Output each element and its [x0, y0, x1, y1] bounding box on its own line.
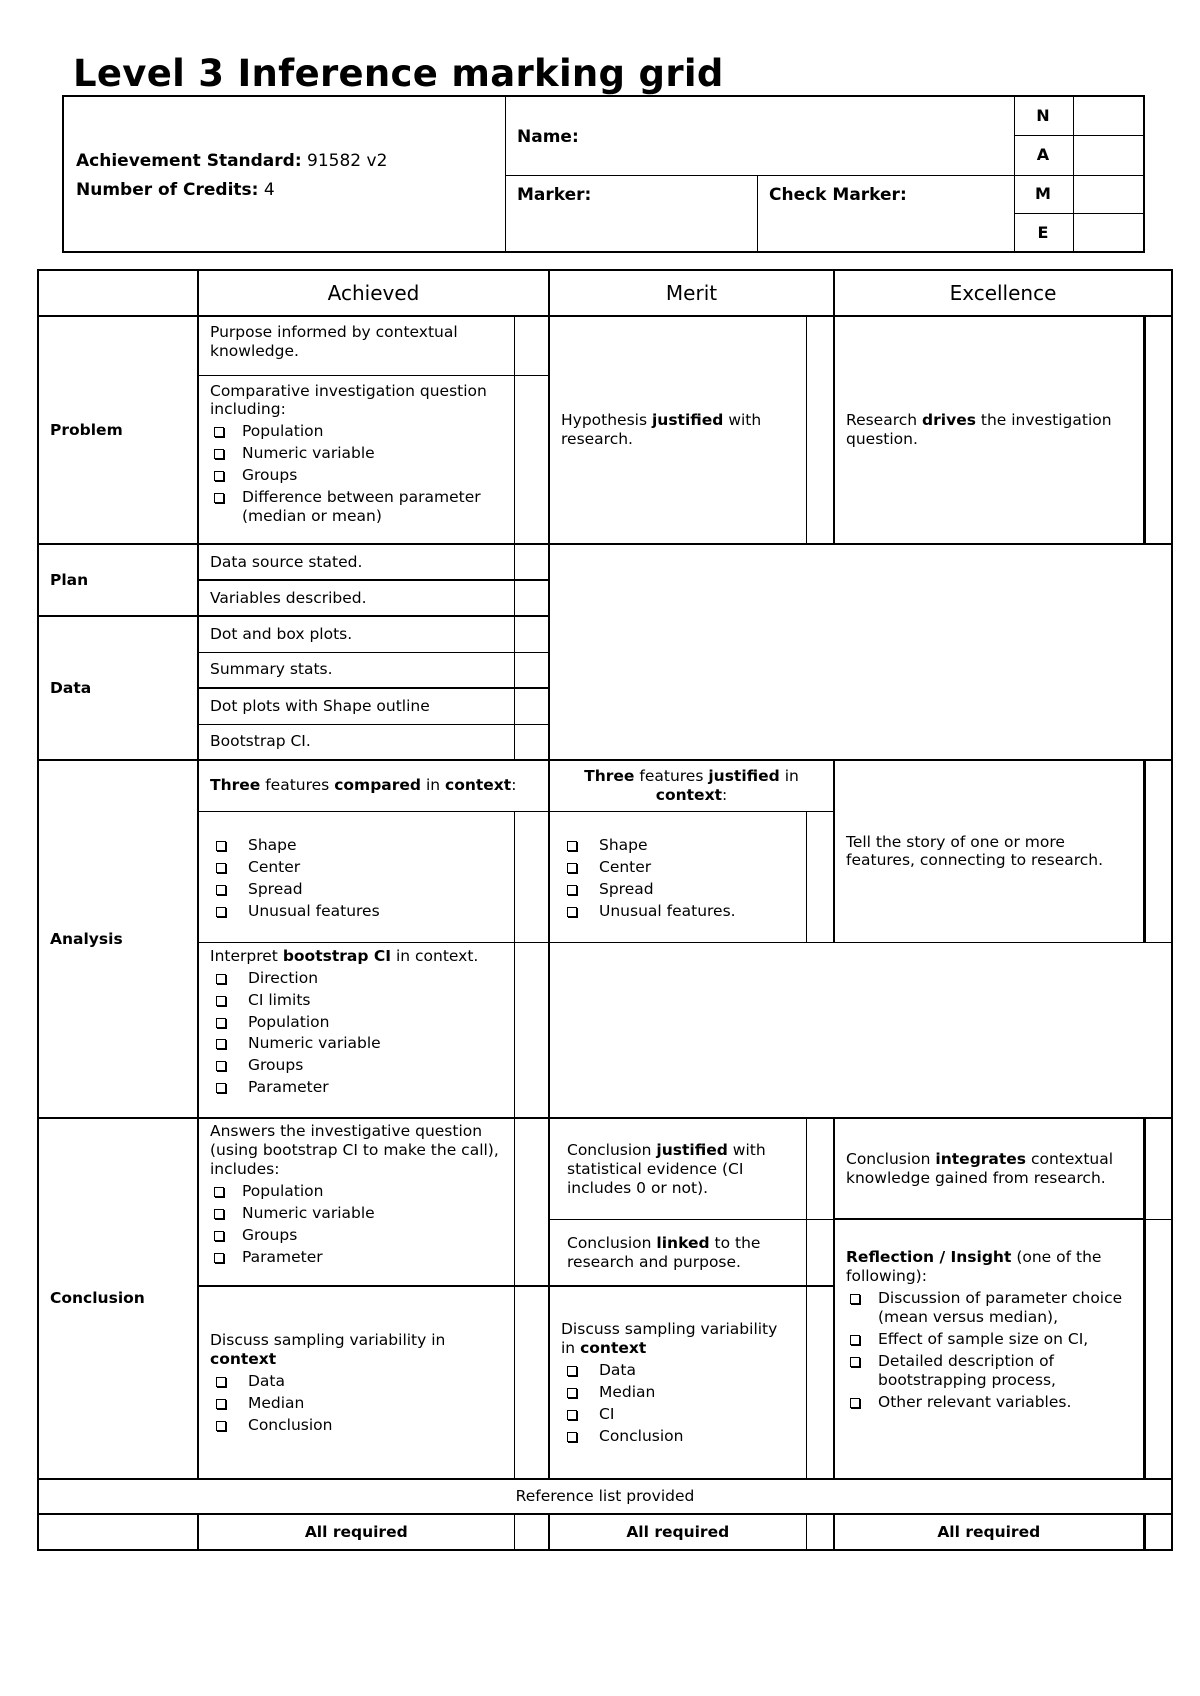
checkbox-item[interactable]: CI limits — [210, 991, 503, 1010]
checkbox-item[interactable]: Difference between parameter (median or mean) — [210, 488, 503, 526]
checkbox-item[interactable]: Population — [210, 1013, 503, 1032]
row-label-data: Data — [38, 616, 198, 760]
checkbox-item[interactable]: Numeric variable — [210, 1034, 503, 1053]
problem-achieved-purpose: Purpose informed by contextual knowledge. — [198, 316, 514, 375]
name-field-label: Name: — [517, 127, 579, 147]
analysis-merit-features — [549, 811, 806, 942]
achieved-column-header: Achieved — [198, 270, 549, 316]
data-item: Dot plots with Shape outline — [198, 688, 514, 724]
analysis-merit-heading: Three features justified in context: — [549, 760, 834, 811]
problem-achieved-question: Comparative investigation question including: Population Numeric variable Groups Difference between parameter (median or mean) — [198, 375, 514, 544]
checkbox-item[interactable]: Detailed description of bootstrapping process, — [846, 1352, 1132, 1390]
checkbox-item[interactable]: Spread — [210, 880, 503, 899]
check-marker-field-label: Check Marker: — [769, 185, 907, 205]
checkbox-item[interactable]: Data — [210, 1372, 503, 1391]
conclusion-achieved-answer: Answers the investigative question (using bootstrap CI to make the call), includes: Population Numeric variable Groups Parameter — [198, 1118, 514, 1286]
grade-m-label: M — [1035, 184, 1051, 203]
checkbox-item[interactable]: Unusual features. — [561, 902, 795, 921]
mark-box[interactable] — [806, 811, 834, 942]
data-item: Bootstrap CI. — [198, 724, 514, 760]
checkbox-item[interactable]: Center — [210, 858, 503, 877]
mark-box[interactable] — [514, 652, 549, 688]
mark-box[interactable] — [1144, 1219, 1172, 1479]
grade-e-label: E — [1037, 223, 1049, 242]
excellence-column-header: Excellence — [834, 270, 1172, 316]
checkbox-item[interactable]: Effect of sample size on CI, — [846, 1330, 1132, 1349]
achieved-all-required: All required — [198, 1514, 514, 1550]
checkbox-item[interactable]: Population — [210, 422, 503, 441]
conclusion-achieved-variability: Discuss sampling variability in context Data Median Conclusion — [198, 1286, 514, 1479]
checkbox-item[interactable]: Median — [561, 1383, 795, 1402]
conclusion-merit-justified: Conclusion justified with statistical evidence (CI includes 0 or not). — [549, 1118, 806, 1219]
checkbox-item[interactable]: Unusual features — [210, 902, 503, 921]
checkbox-item[interactable]: Parameter — [210, 1248, 503, 1267]
row-label-analysis: Analysis — [38, 760, 198, 1118]
page-title: Level 3 Inference marking grid — [73, 52, 724, 95]
merit-column-header: Merit — [549, 270, 834, 316]
grade-n-label: N — [1036, 106, 1050, 125]
empty-cell — [38, 1514, 198, 1550]
marking-grid — [37, 269, 1173, 1551]
analysis-achieved-heading: Three features compared in context: — [198, 760, 549, 811]
corner-cell — [38, 270, 198, 316]
data-item: Summary stats. — [198, 652, 514, 688]
problem-excellence: Research drives the investigation question. — [834, 316, 1144, 544]
mark-box[interactable] — [514, 942, 549, 1118]
conclusion-excellence-reflection: Reflection / Insight (one of the following): Discussion of parameter choice (mean versus median), Effect of sample size on CI, Detailed description of bootstrapping process, Other relevant variables. — [834, 1219, 1144, 1479]
row-label-conclusion: Conclusion — [38, 1118, 198, 1479]
mark-box[interactable] — [806, 1219, 834, 1286]
checkbox-item[interactable]: Median — [210, 1394, 503, 1413]
grade-a-label: A — [1036, 145, 1050, 164]
checkbox-item[interactable]: Data — [561, 1361, 795, 1380]
checkbox-item[interactable]: Conclusion — [210, 1416, 503, 1435]
checkbox-item[interactable]: Groups — [210, 1056, 503, 1075]
row-label-problem: Problem — [38, 316, 198, 544]
checkbox-item[interactable]: Groups — [210, 1226, 503, 1245]
student-header-box — [62, 95, 1145, 253]
data-item: Dot and box plots. — [198, 616, 514, 652]
checkbox-item[interactable]: Population — [210, 1182, 503, 1201]
problem-merit: Hypothesis justified with research. — [549, 316, 806, 544]
checkbox-item[interactable]: Numeric variable — [210, 1204, 503, 1223]
checkbox-item[interactable]: Center — [561, 858, 795, 877]
mark-box[interactable] — [514, 688, 549, 724]
mark-box[interactable] — [514, 580, 549, 616]
conclusion-merit-variability: Discuss sampling variability in context Data Median CI Conclusion — [549, 1286, 806, 1479]
mark-box[interactable] — [514, 1286, 549, 1479]
mark-box[interactable] — [806, 1118, 834, 1219]
mark-box[interactable] — [1144, 1514, 1172, 1550]
checkbox-item[interactable]: Shape — [210, 836, 503, 855]
mark-box[interactable] — [806, 1286, 834, 1479]
checkbox-item[interactable]: Direction — [210, 969, 503, 988]
checkbox-item[interactable]: Numeric variable — [210, 444, 503, 463]
mark-box[interactable] — [514, 811, 549, 942]
mark-box[interactable] — [1144, 316, 1172, 544]
number-of-credits: Number of Credits: 4 — [76, 180, 275, 200]
analysis-excellence: Tell the story of one or more features, connecting to research. — [834, 760, 1144, 942]
checkbox-item[interactable]: Conclusion — [561, 1427, 795, 1446]
mark-box[interactable] — [806, 316, 834, 544]
plan-item: Variables described. — [198, 580, 514, 616]
checkbox-item[interactable]: Shape — [561, 836, 795, 855]
mark-box[interactable] — [1144, 760, 1172, 942]
empty-region — [549, 544, 1172, 760]
merit-all-required: All required — [549, 1514, 806, 1550]
mark-box[interactable] — [806, 1514, 834, 1550]
reference-list-row: Reference list provided — [38, 1479, 1172, 1514]
checkbox-item[interactable]: Parameter — [210, 1078, 503, 1097]
mark-box[interactable] — [514, 375, 549, 544]
checkbox-item[interactable]: Other relevant variables. — [846, 1393, 1132, 1412]
mark-box[interactable] — [514, 544, 549, 580]
mark-box[interactable] — [514, 724, 549, 760]
checkbox-item[interactable]: Discussion of parameter choice (mean versus median), — [846, 1289, 1132, 1327]
empty-region — [549, 942, 1172, 1118]
marker-field-label: Marker: — [517, 185, 592, 205]
mark-box[interactable] — [514, 1118, 549, 1286]
row-label-plan: Plan — [38, 544, 198, 616]
mark-box[interactable] — [514, 616, 549, 652]
excellence-all-required: All required — [834, 1514, 1144, 1550]
conclusion-excellence-integrates: Conclusion integrates contextual knowledge gained from research. — [834, 1118, 1144, 1219]
mark-box[interactable] — [514, 1514, 549, 1550]
analysis-achieved-ci: Interpret bootstrap CI in context. Direction CI limits Population Numeric variable Groups Parameter — [198, 942, 514, 1118]
checkbox-item[interactable]: Groups — [210, 466, 503, 485]
analysis-achieved-features — [198, 811, 514, 942]
mark-box[interactable] — [1144, 1118, 1172, 1219]
checkbox-item[interactable]: CI — [561, 1405, 795, 1424]
conclusion-merit-linked: Conclusion linked to the research and purpose. — [549, 1219, 806, 1286]
checkbox-item[interactable]: Spread — [561, 880, 795, 899]
achievement-standard: Achievement Standard: 91582 v2 — [76, 151, 388, 171]
mark-box[interactable] — [514, 316, 549, 375]
plan-item: Data source stated. — [198, 544, 514, 580]
